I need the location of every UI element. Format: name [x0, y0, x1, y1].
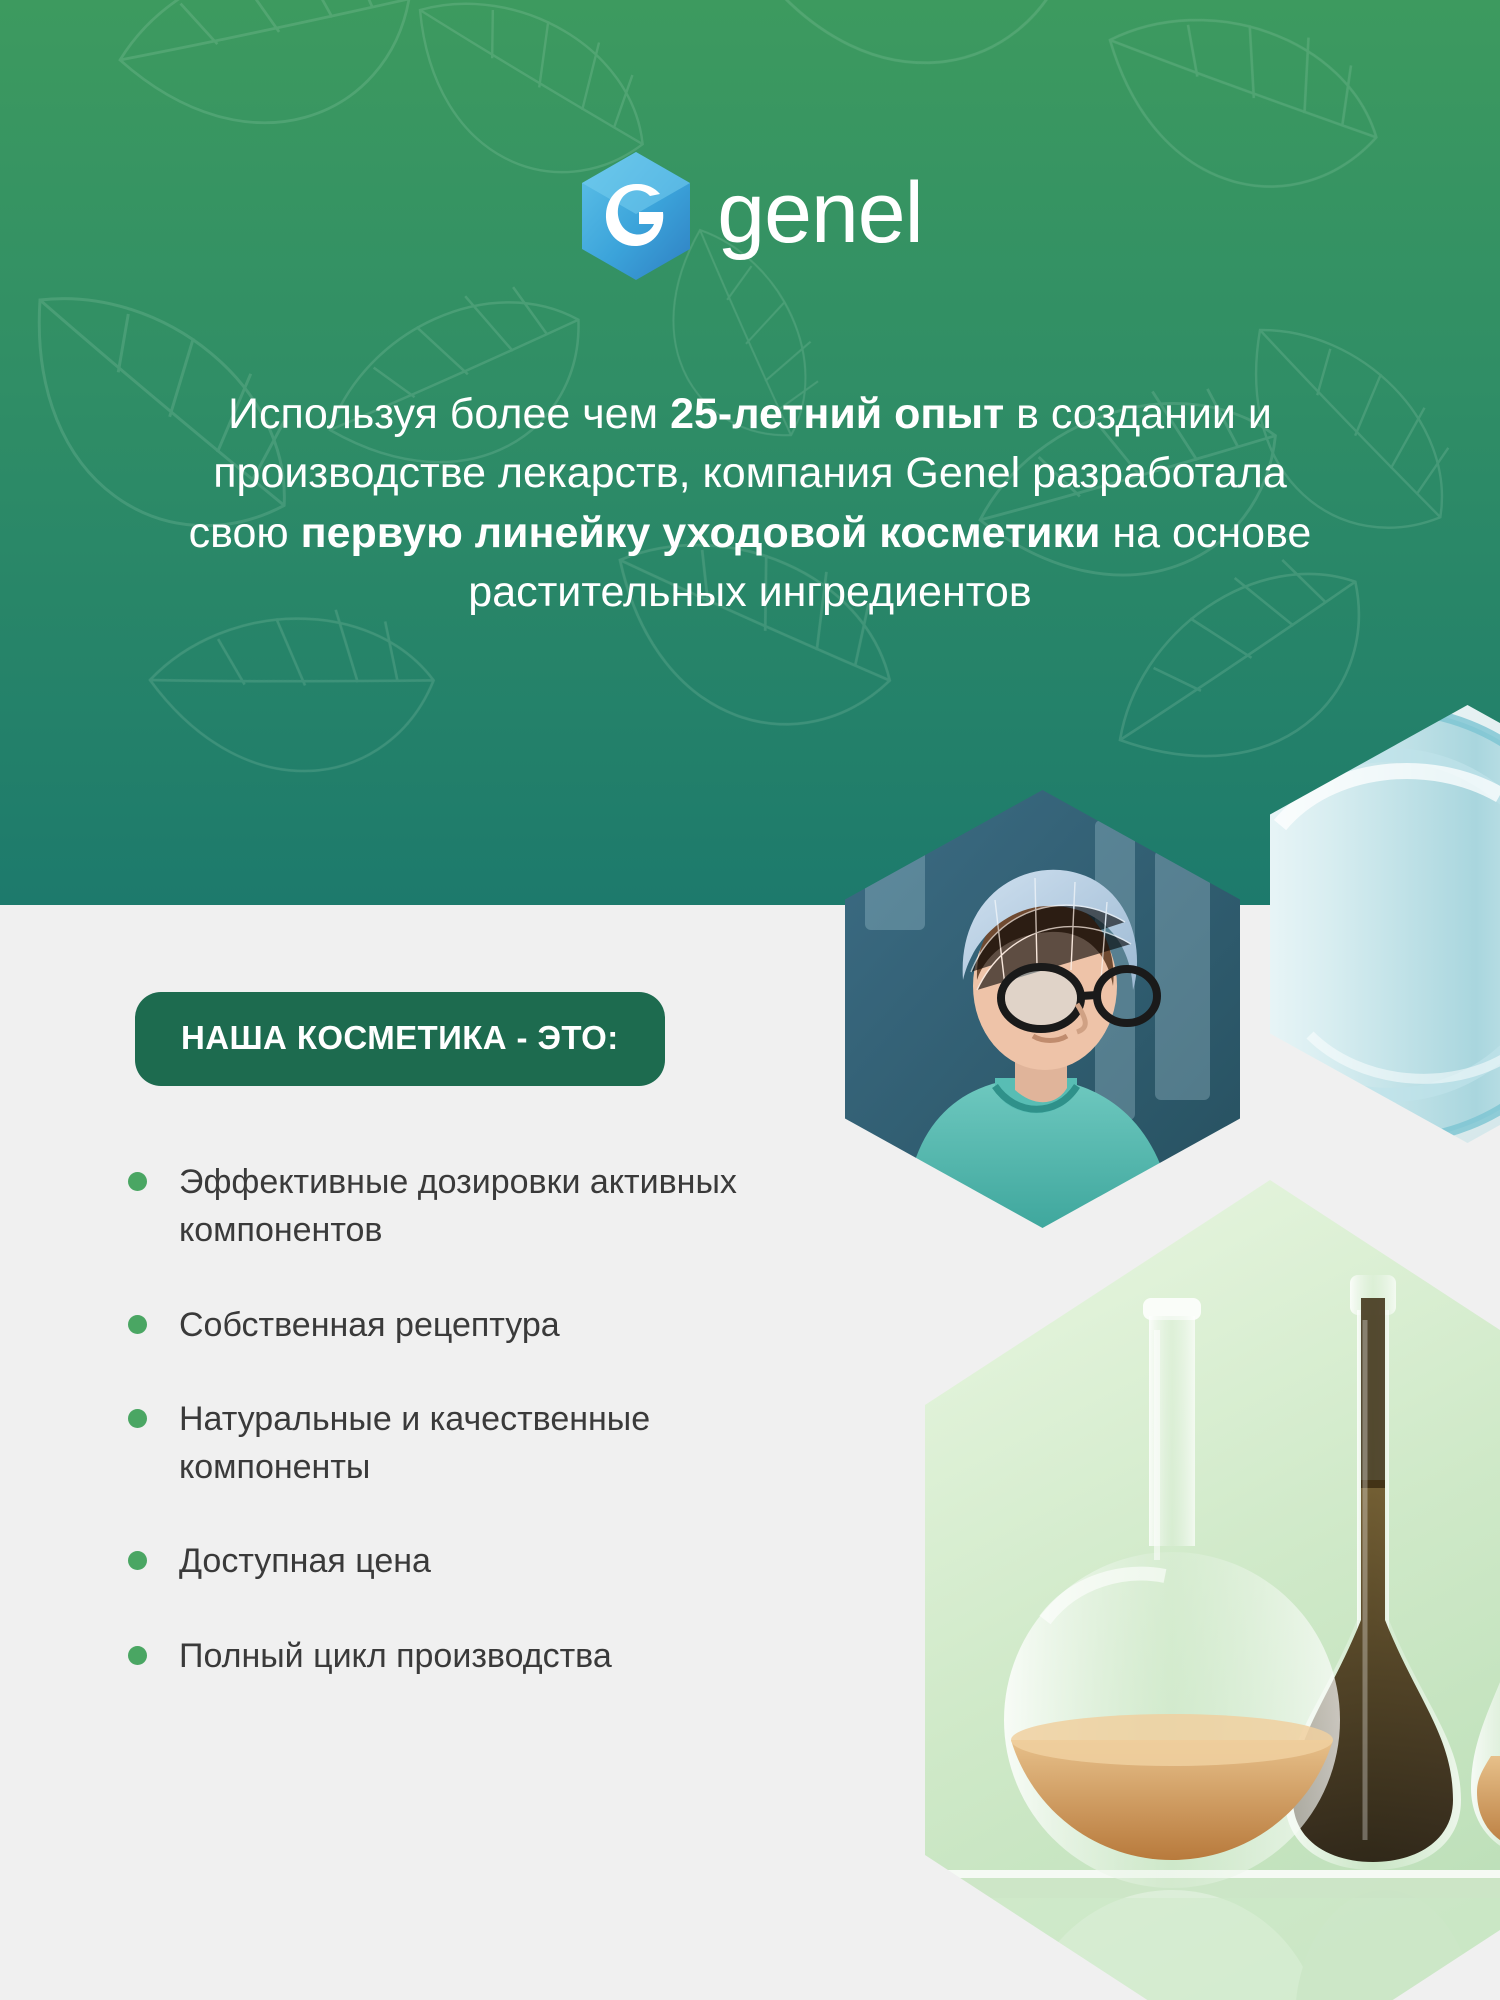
hero-text-3: на основе растительных ингредиентов: [468, 508, 1312, 616]
list-item: [128, 1537, 828, 1585]
hero-text-1: Используя более чем: [228, 390, 671, 438]
list-item: [128, 1158, 828, 1255]
hexagon-logo-icon: [577, 150, 695, 282]
list-item-label: Собственная рецептура: [179, 1305, 560, 1344]
list-item: [128, 1301, 828, 1349]
bullet-dot-icon: [128, 1646, 147, 1665]
list-item: [128, 1395, 828, 1492]
hero-text-bold-1: 25-летний опыт: [670, 390, 1005, 438]
bullet-dot-icon: [128, 1409, 147, 1428]
status-badge: НАША КОСМЕТИКА - ЭТО:: [135, 992, 665, 1086]
bullet-dot-icon: [128, 1551, 147, 1570]
list-item-label: Натуральные и качественные компоненты: [179, 1399, 651, 1487]
benefits-list: [128, 1158, 828, 1726]
hero-text-bold-2: первую линейку уходовой косметики: [300, 508, 1101, 557]
hero-section: [0, 0, 1500, 905]
list-item: [128, 1632, 828, 1680]
bullet-dot-icon: [128, 1172, 147, 1191]
list-item-label: Доступная цена: [179, 1542, 431, 1581]
brand-logo: [0, 150, 1500, 282]
hero-paragraph: [170, 385, 1330, 622]
list-item-label: Полный цикл производства: [179, 1636, 612, 1675]
list-item-label: Эффективные дозировки активных компонентов: [179, 1163, 737, 1250]
brand-name: genel: [717, 165, 923, 261]
bullet-dot-icon: [128, 1315, 147, 1334]
hero-text-2: в создании и производстве лекарств, компания Genel разработала свою: [188, 390, 1287, 557]
